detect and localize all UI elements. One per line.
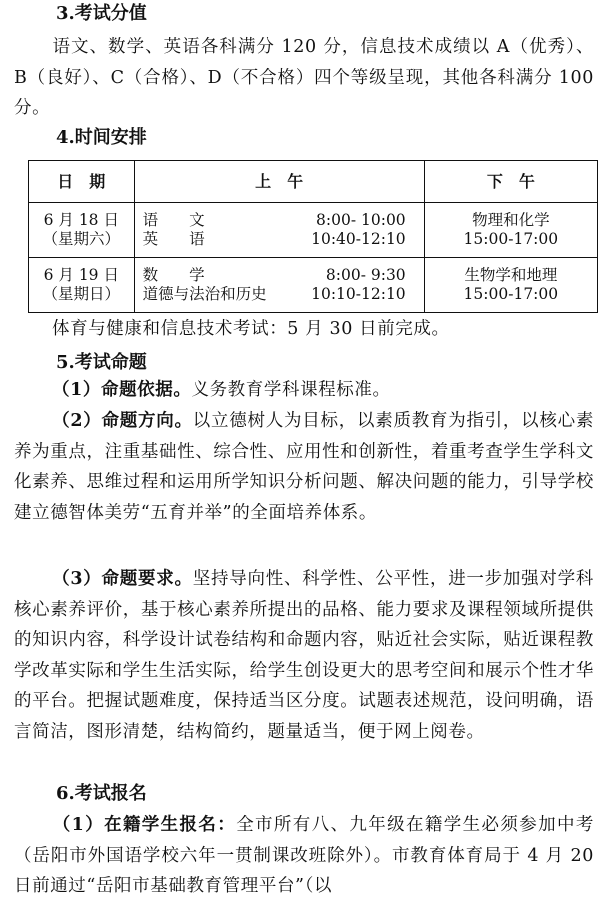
morning-cell	[134, 203, 424, 258]
section-heading-score: 3.考试分值	[56, 3, 147, 24]
subject-text: 物理和化学	[472, 211, 550, 229]
table-row	[29, 203, 598, 258]
subject-text: 语 文	[142, 211, 205, 229]
header-date: 日 期	[29, 161, 135, 203]
requirements-text: 坚持导向性、科学性、公平性，进一步加强对学科核心素养评价，基于核心素养所提出的品格、能力要求及课程领域所提供的知识内容，科学设计试卷结构和命题内容，贴近社会实际，贴近课程教学改革实际和学生生活实际，给学生创设更大的思考空间和展示个性才华的平台。把握试题难度，保持适当区分度。试题表述规范，设问明确，语言简洁，图形清楚，结构简约，题量适当，便于网上阅卷。	[14, 569, 594, 742]
section-heading-schedule: 4.时间安排	[56, 127, 147, 148]
basis-label: （1）命题依据。	[52, 380, 192, 400]
proposition-basis	[14, 375, 594, 406]
subject-text: 数 学	[142, 266, 205, 284]
table-row	[29, 258, 598, 313]
date-text: 6 月 19 日	[43, 266, 119, 284]
registration-text: 全市所有八、九年级在籍学生必须参加中考（岳阳市外国语学校六年一贯制课改班除外）。市教育体育局于 4 月 20 日前通过“岳阳市基础教育管理平台”（以	[14, 815, 594, 896]
direction-text: 以立德树人为目标，以素质教育为指引，以核心素养为重点，注重基础性、综合性、应用性和创新性，着重考查学生学科文化素养、思维过程和运用所学知识分析问题、解决问题的能力，引导学校建立德智体美劳“五育并举”的全面培养体系。	[14, 411, 594, 523]
afternoon-cell	[424, 258, 597, 313]
subject-text: 英 语	[142, 230, 205, 248]
time-text: 15:00-17:00	[463, 285, 559, 303]
subject-text: 道德与法治和历史	[142, 285, 267, 303]
pe-it-note	[14, 314, 594, 345]
score-paragraph	[14, 32, 594, 124]
registration-label: （1）在籍学生报名：	[52, 815, 237, 835]
weekday-text: （星期日）	[42, 285, 121, 303]
time-text: 8:00- 9:30	[325, 266, 406, 284]
time-text: 8:00- 10:00	[316, 211, 406, 229]
afternoon-cell	[424, 203, 597, 258]
requirements-label: （3）命题要求。	[52, 569, 193, 589]
proposition-direction	[14, 406, 594, 528]
time-text: 10:40-12:10	[311, 230, 406, 248]
morning-cell	[134, 258, 424, 313]
time-text: 15:00-17:00	[463, 230, 559, 248]
header-morning: 上 午	[134, 161, 424, 203]
weekday-text: （星期六）	[42, 230, 121, 248]
score-text: 语文、数学、英语各科满分 120 分，信息技术成绩以 A（优秀）、B（良好）、C（合格）、D（不合格）四个等级呈现，其他各科满分 100 分。	[14, 37, 594, 118]
header-afternoon: 下 午	[424, 161, 597, 203]
date-text: 6 月 18 日	[43, 211, 119, 229]
section-heading-registration: 6.考试报名	[56, 783, 147, 804]
time-text: 10:10-12:10	[311, 285, 406, 303]
subject-text: 生物学和地理	[464, 266, 558, 284]
direction-label: （2）命题方向。	[52, 411, 193, 431]
basis-text: 义务教育学科课程标准。	[191, 380, 391, 400]
date-cell	[29, 203, 135, 258]
date-cell	[29, 258, 135, 313]
table-header-row	[29, 161, 598, 203]
registration-paragraph	[14, 810, 594, 902]
section-heading-proposition: 5.考试命题	[56, 352, 147, 373]
exam-schedule-table	[28, 160, 598, 313]
note-text: 体育与健康和信息技术考试：5 月 30 日前完成。	[52, 319, 450, 339]
proposition-requirements	[14, 564, 594, 747]
